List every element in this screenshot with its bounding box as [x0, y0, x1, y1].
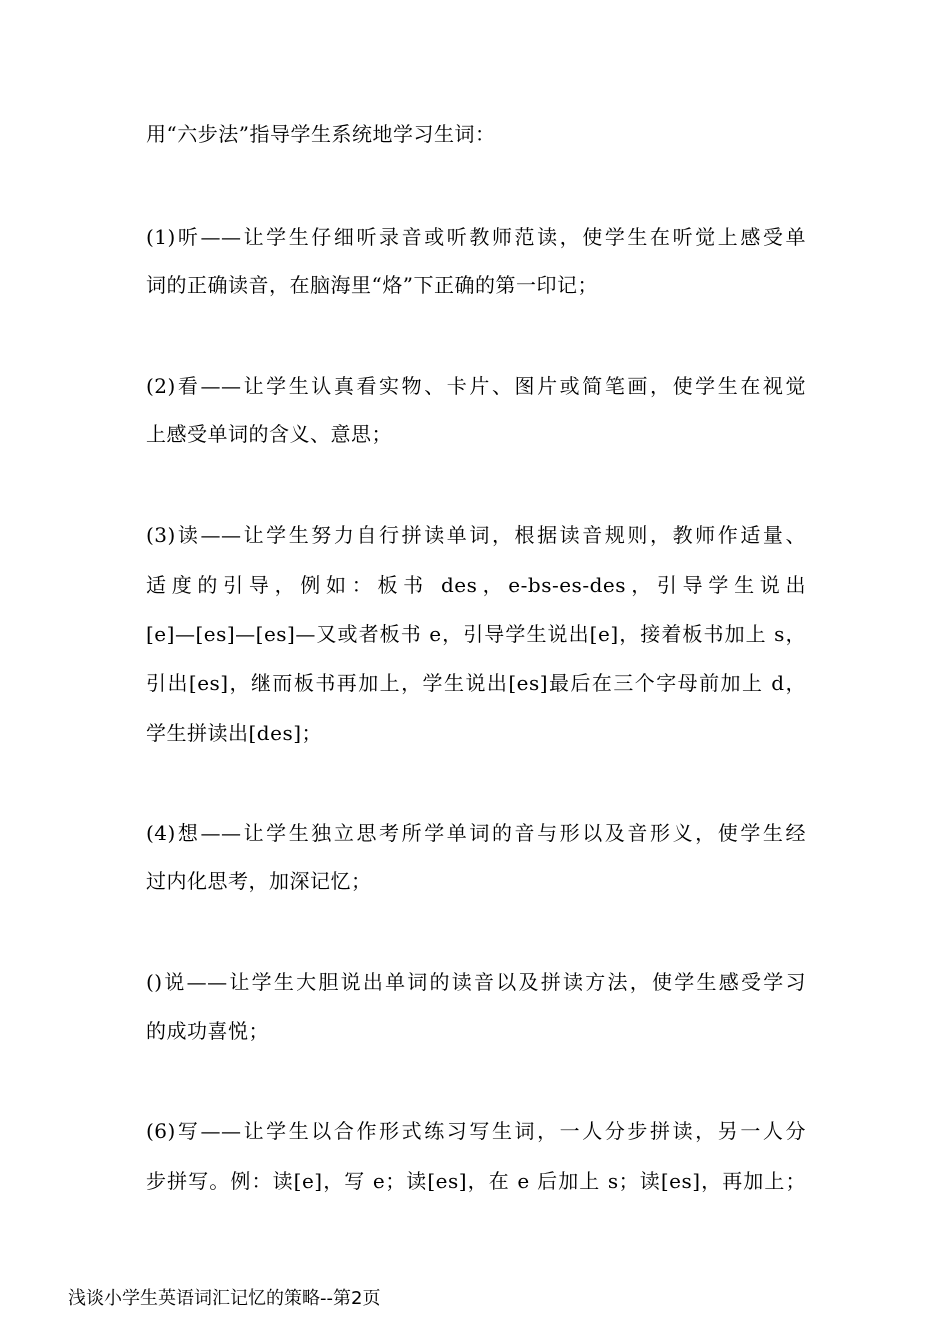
- page-footer: 浅谈小学生英语词汇记忆的策略--第2页: [68, 1288, 381, 1309]
- step3-line5: 学生拼读出[des]；: [146, 721, 323, 745]
- step1-line2: 词的正确读音，在脑海里“烙”下正确的第一印记；: [146, 273, 598, 297]
- step2-line2: 上感受单词的含义、意思；: [146, 422, 392, 446]
- step4-line1: (4)想——让学生独立思考所学单词的音与形以及音形义，使学生经: [146, 821, 806, 845]
- step6-line1: (6)写——让学生以合作形式练习写生词，一人分步拼读，另一人分: [146, 1119, 806, 1143]
- step1-line1: (1)听——让学生仔细听录音或听教师范读，使学生在听觉上感受单: [146, 225, 806, 249]
- step5-line2: 的成功喜悦；: [146, 1019, 269, 1043]
- step3-line3: [e]—[es]—[es]—又或者板书 e，引导学生说出[e]，接着板书加上 s，: [146, 622, 806, 646]
- intro-line: 用“六步法”指导学生系统地学习生词：: [146, 122, 496, 146]
- step2-line1: (2)看——让学生认真看实物、卡片、图片或简笔画，使学生在视觉: [146, 374, 806, 398]
- step3-line4: 引出[es]，继而板书再加上，学生说出[es]最后在三个字母前加上 d，: [146, 671, 806, 695]
- step4-line2: 过内化思考，加深记忆；: [146, 869, 372, 893]
- step5-line1: ()说——让学生大胆说出单词的读音以及拼读方法，使学生感受学习: [146, 970, 806, 994]
- step3-line2: 适度的引导，例如：板书 des，e-bs-es-des，引导学生说出: [146, 573, 806, 597]
- step3-line1: (3)读——让学生努力自行拼读单词，根据读音规则，教师作适量、: [146, 523, 806, 547]
- step6-line2: 步拼写。例：读[e]，写 e；读[es]，在 e 后加上 s；读[es]，再加上；: [146, 1169, 806, 1193]
